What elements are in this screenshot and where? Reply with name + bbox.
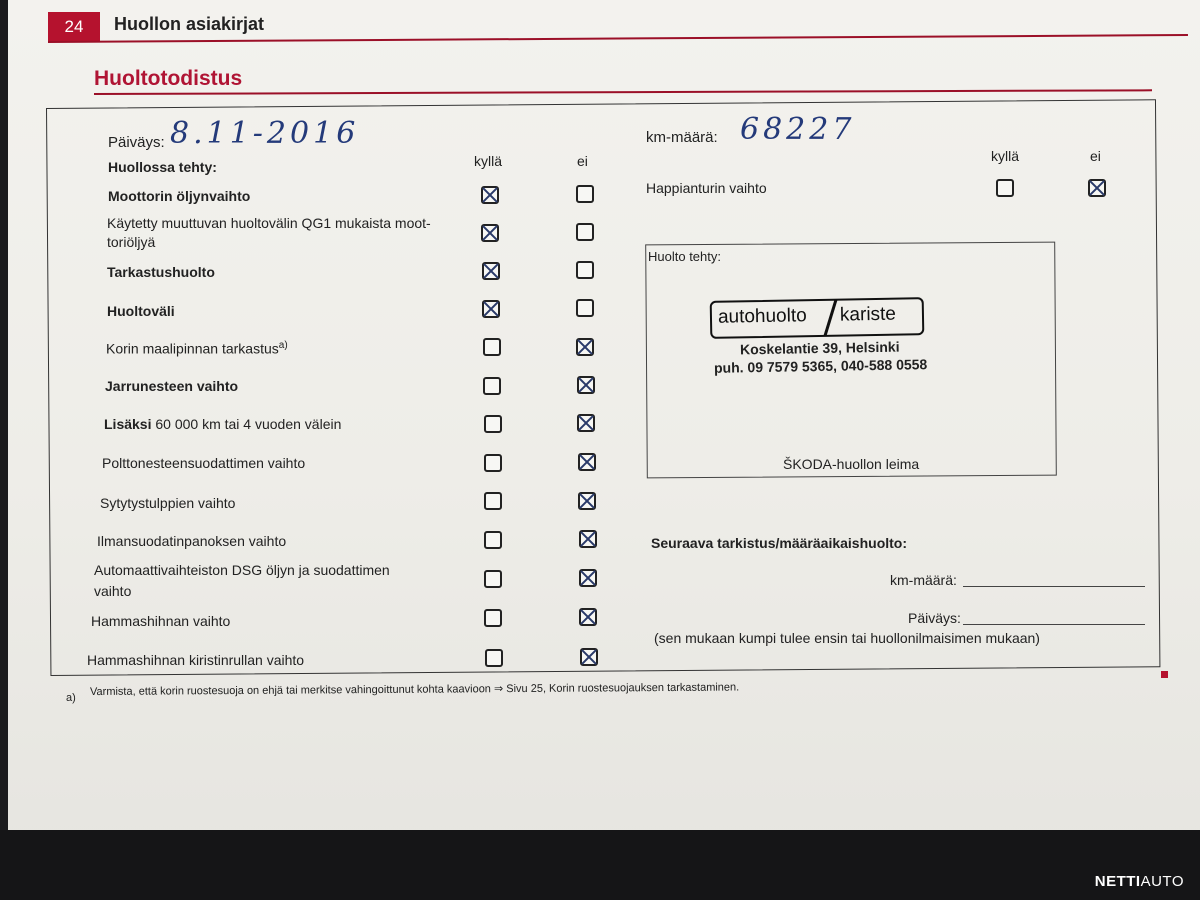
checkbox-no[interactable] [579, 530, 597, 548]
next-km-line[interactable] [963, 586, 1145, 587]
next-date-line[interactable] [963, 624, 1145, 625]
nettiauto-watermark: NETTIAUTO [1094, 873, 1184, 890]
checkbox-yes[interactable] [484, 570, 502, 588]
date-label: Päiväys: [108, 134, 165, 151]
footnote-marker: a) [66, 692, 76, 704]
checkbox-no[interactable] [579, 569, 597, 587]
item-label: Automaattivaihteiston DSG öljyn ja suodattimen [94, 562, 390, 578]
done-label: Huollossa tehty: [108, 159, 217, 175]
item-label: Sytytystulppien vaihto [100, 495, 236, 511]
item-label: Huoltoväli [107, 303, 175, 319]
checkbox-no[interactable] [577, 376, 595, 394]
item-label: Tarkastushuolto [107, 264, 215, 280]
workshop-stamp-logo: autohuolto kariste [710, 297, 925, 339]
item-label: Moottorin öljynvaihto [108, 188, 251, 204]
end-marker [1161, 671, 1168, 678]
checkbox-yes[interactable] [481, 186, 499, 204]
checkbox-yes[interactable] [484, 454, 502, 472]
stamp-phone: puh. 09 7579 5365, 040-588 0558 [713, 356, 928, 376]
next-service-title: Seuraava tarkistus/määräaikaishuolto: [651, 535, 908, 551]
section-title: Huoltotodistus [94, 67, 243, 90]
no-header: ei [577, 153, 588, 169]
background-shadow [0, 830, 1200, 900]
checkbox-yes[interactable] [482, 262, 500, 280]
checkbox-no[interactable] [576, 299, 594, 317]
stamp-caption: ŠKODA-huollon leima [783, 456, 920, 472]
item-label: Hammashihnan vaihto [91, 613, 231, 629]
checkbox-yes[interactable] [484, 531, 502, 549]
item-label: Käytetty muuttuvan huoltovälin QG1 mukaista moot- [107, 215, 431, 231]
checkbox-no[interactable] [576, 223, 594, 241]
item-label: Lisäksi 60 000 km tai 4 vuoden välein [104, 416, 342, 432]
km-handwritten: 68227 [740, 112, 856, 147]
checkbox-yes[interactable] [481, 224, 499, 242]
date-handwritten: 8.11-2016 [170, 116, 360, 151]
checkbox-no[interactable] [576, 185, 594, 203]
checkbox-yes[interactable] [483, 377, 501, 395]
checkbox-yes-right[interactable] [996, 179, 1014, 197]
checkbox-yes[interactable] [482, 300, 500, 318]
section-rule [94, 89, 1152, 95]
next-date-label: Päiväys: [908, 610, 961, 626]
checkbox-no[interactable] [579, 608, 597, 626]
next-km-label: km-määrä: [890, 572, 957, 588]
item-label: Hammashihnan kiristinrullan vaihto [87, 652, 305, 668]
checkbox-no[interactable] [576, 261, 594, 279]
right-item-label: Happianturin vaihto [646, 180, 767, 196]
item-label-cont: vaihto [94, 583, 132, 599]
stamp-address: Koskelantie 39, Helsinki [739, 338, 900, 358]
checkbox-no[interactable] [577, 414, 595, 432]
yes-header: kyllä [474, 153, 503, 169]
service-done-label: Huolto tehty: [648, 249, 721, 264]
checkbox-yes[interactable] [483, 338, 501, 356]
item-label: Korin maalipinnan tarkastus$^{a)}$ [106, 340, 288, 357]
checkbox-yes[interactable] [485, 649, 503, 667]
checkbox-no[interactable] [580, 648, 598, 666]
checkbox-yes[interactable] [484, 415, 502, 433]
checkbox-no-right[interactable] [1088, 179, 1106, 197]
item-label: Polttonesteensuodattimen vaihto [102, 455, 306, 471]
next-note: (sen mukaan kumpi tulee ensin tai huollonilmaisimen mukaan) [654, 630, 1040, 646]
checkbox-no[interactable] [578, 453, 596, 471]
item-label: Ilmansuodatinpanoksen vaihto [97, 533, 287, 549]
yes-header-right: kyllä [991, 148, 1020, 164]
km-label: km-määrä: [646, 129, 718, 146]
header-title: Huollon asiakirjat [114, 14, 265, 34]
checkbox-no[interactable] [578, 492, 596, 510]
header-rule [48, 34, 1188, 43]
page-number: 24 [48, 12, 100, 42]
document-page [8, 0, 1200, 862]
checkbox-yes[interactable] [484, 609, 502, 627]
footnote-text: Varmista, että korin ruostesuoja on ehjä tai merkitse vahingoittunut kohta kaavioon ⇒ Sivu 25, Korin ruostesuojauksen tarkastaminen. [89, 681, 740, 698]
item-label: Jarrunesteen vaihto [105, 378, 239, 394]
checkbox-no[interactable] [576, 338, 594, 356]
checkbox-yes[interactable] [484, 492, 502, 510]
item-label-cont: toriöljyä [107, 234, 156, 250]
no-header-right: ei [1090, 148, 1101, 164]
